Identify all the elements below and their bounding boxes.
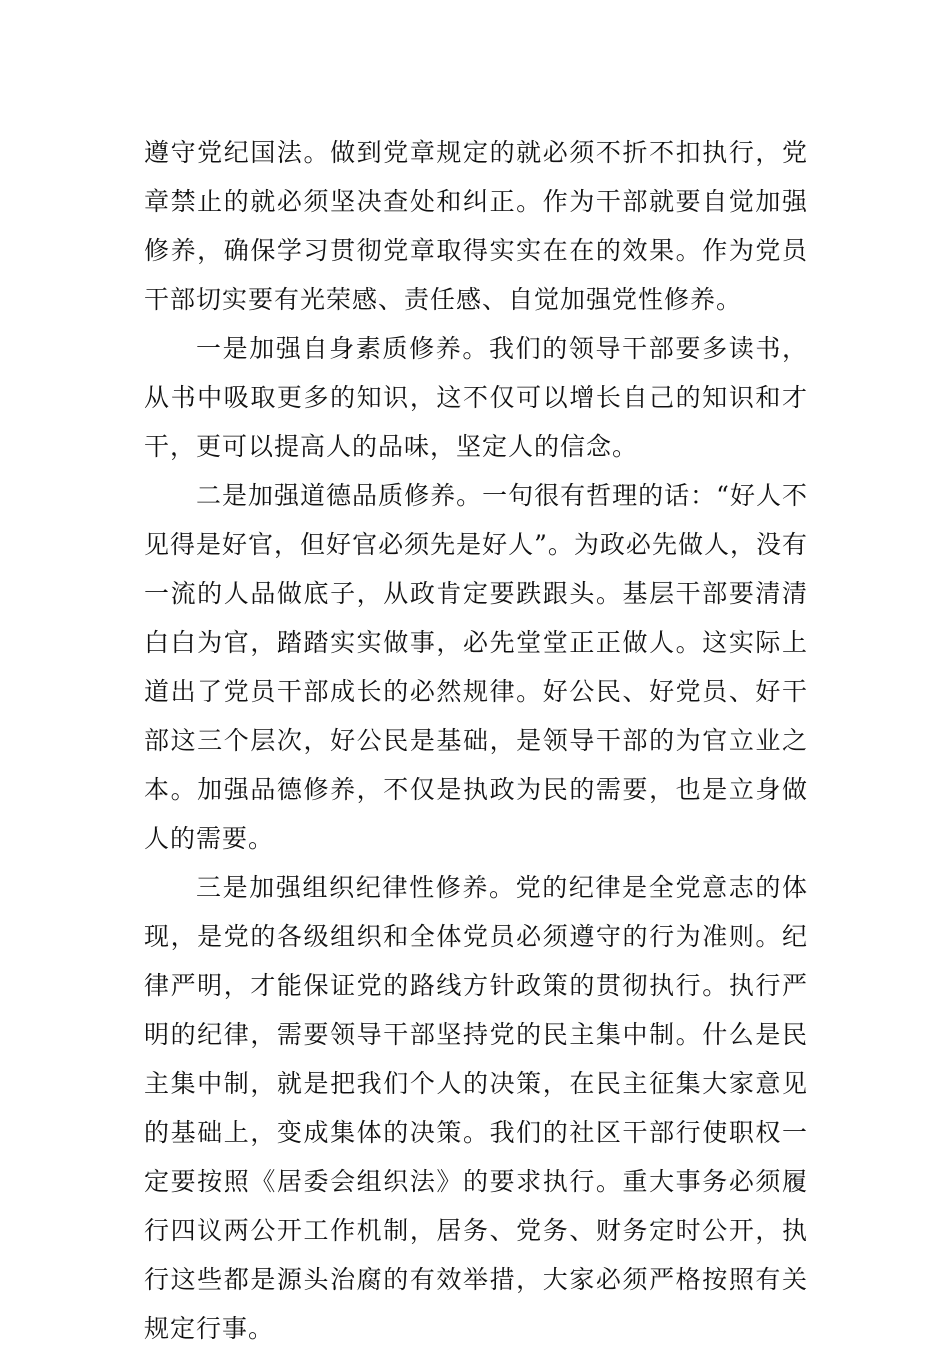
paragraph-self-quality: 一是加强自身素质修养。我们的领导干部要多读书，从书中吸取更多的知识，这不仅可以增长自己的知识和才干，更可以提高人的品味，坚定人的信念。 [144, 334, 808, 461]
paragraph-continuation: 遵守党纪国法。做到党章规定的就必须不折不扣执行，党章禁止的就必须坚决查处和纠正。作为干部就要自觉加强修养，确保学习贯彻党章取得实实在在的效果。作为党员干部切实要有光荣感、责任感、自觉加强党性修养。 [144, 138, 808, 314]
paragraph-discipline: 三是加强组织纪律性修养。党的纪律是全党意志的体现，是党的各级组织和全体党员必须遵守的行为准则。纪律严明，才能保证党的路线方针政策的贯彻执行。执行严明的纪律，需要领导干部坚持党的民主集中制。什么是民主集中制，就是把我们个人的决策，在民主征集大家意见的基础上，变成集体的决策。我们的社区干部行使职权一定要按照《居委会组织法》的要求执行。重大事务必须履行四议两公开工作机制，居务、党务、财务定时公开，执行这些都是源头治腐的有效举措，大家必须严格按照有关规定行事。 [144, 873, 808, 1343]
document-body [144, 128, 808, 1353]
paragraph-moral-quality: 二是加强道德品质修养。一句很有哲理的话：“好人不见得是好官，但好官必须先是好人”。为政必先做人，没有一流的人品做底子，从政肯定要跌跟头。基层干部要清清白白为官，踏踏实实做事，必先堂堂正正做人。这实际上道出了党员干部成长的必然规律。好公民、好党员、好干部这三个层次，好公民是基础，是领导干部的为官立业之本。加强品德修养，不仅是执政为民的需要，也是立身做人的需要。 [144, 481, 808, 853]
